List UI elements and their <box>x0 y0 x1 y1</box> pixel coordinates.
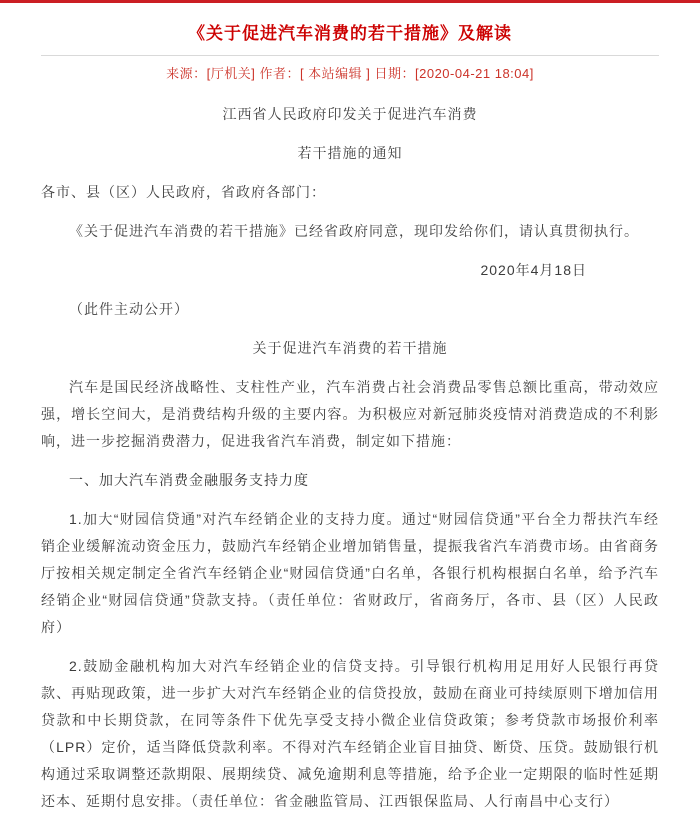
article-content <box>0 22 700 815</box>
page-title: 《关于促进汽车消费的若干措施》及解读 <box>188 24 512 43</box>
article-meta: 来源：[厅机关] 作者：[ 本站编辑 ] 日期：[2020-04-21 18:04] <box>166 66 534 81</box>
notice-paragraph: 《关于促进汽车消费的若干措施》已经省政府同意，现印发给你们，请认真贯彻执行。 <box>69 223 639 239</box>
section-1-heading: 一、加大汽车消费金融服务支持力度 <box>69 472 309 488</box>
top-accent-bar <box>0 0 700 3</box>
disclosure-note: （此件主动公开） <box>69 301 189 317</box>
salutation: 各市、县（区）人民政府，省政府各部门： <box>41 184 326 200</box>
title-divider <box>41 55 659 56</box>
doc-title-line-1: 江西省人民政府印发关于促进汽车消费 <box>222 106 478 122</box>
doc-title-line-2: 若干措施的通知 <box>297 145 403 161</box>
preamble-paragraph: 汽车是国民经济战略性、支柱性产业，汽车消费占社会消费品零售总额比重高，带动效应强，增长空间大，是消费结构升级的主要内容。为积极应对新冠肺炎疫情对消费造成的不利影响，进一步挖掘消费潜力，促进我省汽车消费，制定如下措施： <box>41 379 659 449</box>
issue-date: 2020年4月18日 <box>480 262 587 278</box>
measure-item-1: 1.加大“财园信贷通”对汽车经销企业的支持力度。通过“财园信贷通”平台全力帮扶汽车经销企业缓解流动资金压力，鼓励汽车经销企业增加销售量，提振我省汽车消费市场。由省商务厅按相关规定制定全省汽车经销企业“财园信贷通”白名单，各银行机构根据白名单，给予汽车经销企业“财园信贷通”贷款支持。（责任单位：省财政厅，省商务厅，各市、县（区）人民政府） <box>41 511 659 635</box>
measure-item-2: 2.鼓励金融机构加大对汽车经销企业的信贷支持。引导银行机构用足用好人民银行再贷款、再贴现政策，进一步扩大对汽车经销企业的信贷投放，鼓励在商业可持续原则下增加信用贷款和中长期贷款，在同等条件下优先享受支持小微企业信贷政策；参考贷款市场报价利率（LPR）定价，适当降低贷款利率。不得对汽车经销企业盲目抽贷、断贷、压贷。鼓励银行机构通过采取调整还款期限、展期续贷、减免逾期利息等措施，给予企业一定期限的临时性延期还本、延期付息安排。（责任单位：省金融监管局、江西银保监局、人行南昌中心支行） <box>41 658 659 809</box>
measures-title: 关于促进汽车消费的若干措施 <box>252 340 448 356</box>
